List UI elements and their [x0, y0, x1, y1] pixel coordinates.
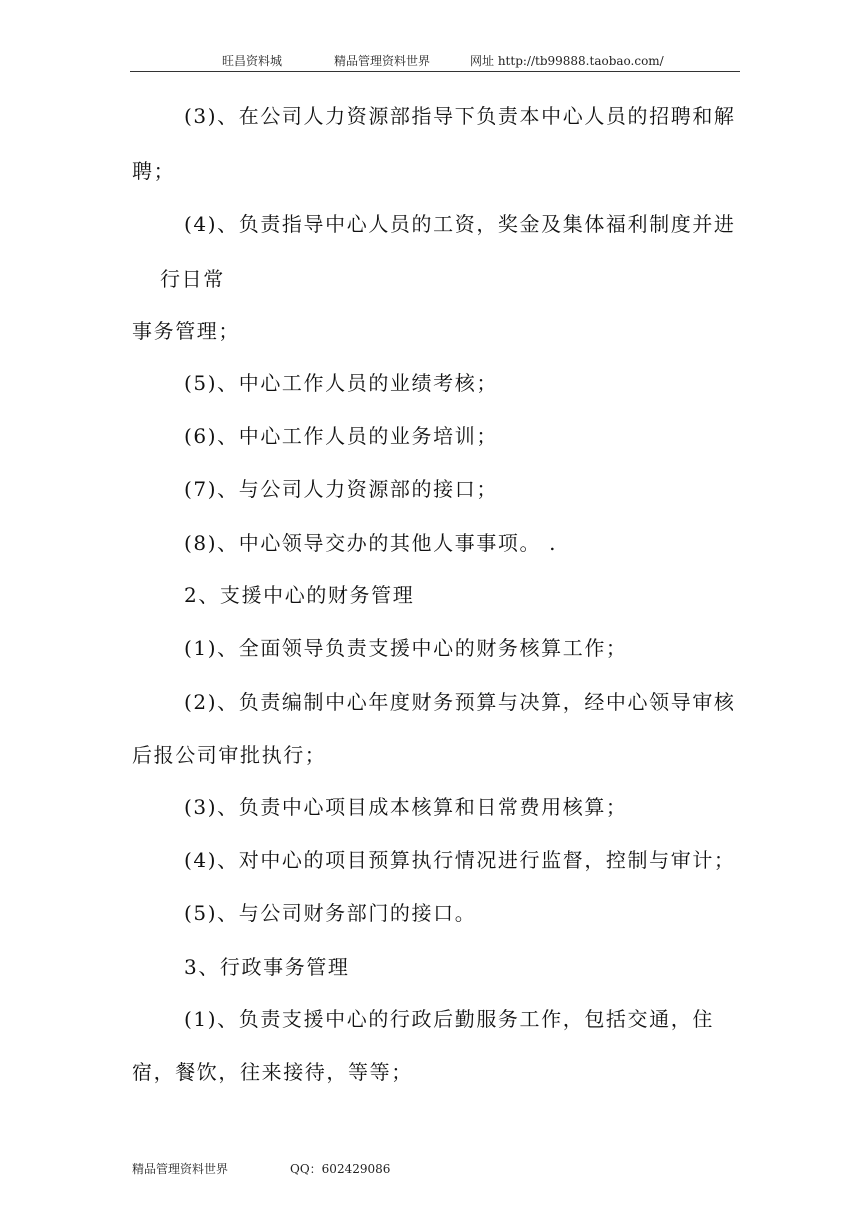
body-line: (1)、负责支援中心的行政后勤服务工作，包括交通，住: [184, 1007, 714, 1031]
body-line: 行日常: [160, 267, 225, 291]
body-line: (4)、负责指导中心人员的工资，奖金及集体福利制度并进: [184, 212, 736, 236]
body-line: (3)、在公司人力资源部指导下负责本中心人员的招聘和解: [184, 104, 736, 128]
header-divider: [130, 71, 740, 72]
footer-site-name: 精品管理资料世界: [132, 1162, 229, 1176]
header-site-name: 旺昌资料城: [222, 54, 283, 68]
section-heading: 3、行政事务管理: [184, 955, 350, 979]
header-url: 网址 http://tb99888.taobao.com/: [470, 54, 664, 68]
body-line: (3)、负责中心项目成本核算和日常费用核算；: [184, 795, 628, 819]
body-line: (2)、负责编制中心年度财务预算与决算，经中心领导审核: [184, 690, 736, 714]
body-line: (1)、全面领导负责支援中心的财务核算工作；: [184, 636, 628, 660]
body-line: 后报公司审批执行；: [132, 743, 327, 767]
body-line: (8)、中心领导交办的其他人事事项。 .: [184, 531, 558, 555]
body-line: (6)、中心工作人员的业务培训；: [184, 424, 498, 448]
body-line: (7)、与公司人力资源部的接口；: [184, 477, 498, 501]
section-heading: 2、支援中心的财务管理: [184, 583, 415, 607]
body-line: (4)、对中心的项目预算执行情况进行监督，控制与审计；: [184, 848, 736, 872]
body-line: 聘；: [132, 159, 176, 183]
header-tagline: 精品管理资料世界: [334, 54, 431, 68]
body-line: 宿，餐饮，往来接待，等等；: [132, 1060, 413, 1084]
body-line: (5)、与公司财务部门的接口。: [184, 901, 477, 925]
body-line: (5)、中心工作人员的业绩考核；: [184, 371, 498, 395]
footer-qq: QQ：602429086: [290, 1162, 391, 1176]
body-line: 事务管理；: [132, 319, 240, 343]
page-header: [130, 52, 740, 70]
